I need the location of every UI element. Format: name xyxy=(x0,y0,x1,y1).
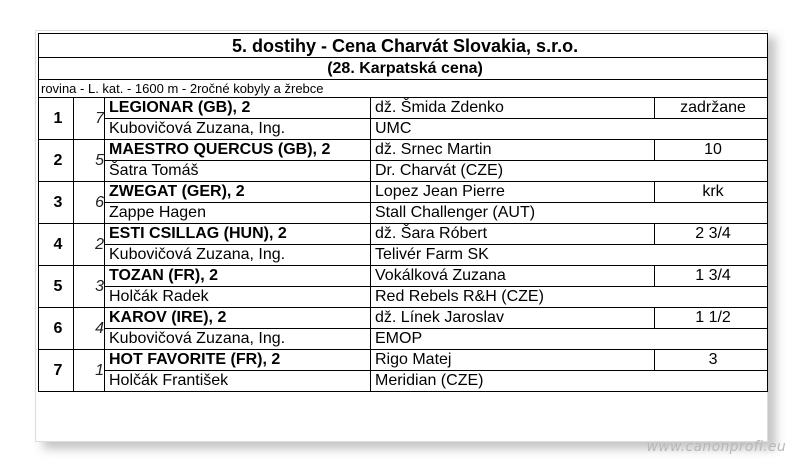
finish-position: 5 xyxy=(39,266,74,308)
trainer-name: Holčák František xyxy=(105,371,371,392)
horse-number: 4 xyxy=(74,308,105,350)
result-row xyxy=(39,266,768,287)
horse-name: ESTI CSILLAG (HUN), 2 xyxy=(105,224,371,245)
owner-name: Stall Challenger (AUT) xyxy=(371,203,768,224)
jockey-name: dž. Srnec Martin xyxy=(371,140,655,161)
trainer-name: Kubovičová Zuzana, Ing. xyxy=(105,245,371,266)
jockey-name: dž. Línek Jaroslav xyxy=(371,308,655,329)
horse-name: HOT FAVORITE (FR), 2 xyxy=(105,350,371,371)
trainer-name: Kubovičová Zuzana, Ing. xyxy=(105,119,371,140)
trainer-name: Holčák Radek xyxy=(105,287,371,308)
horse-number: 1 xyxy=(74,350,105,392)
horse-number: 3 xyxy=(74,266,105,308)
result-row-detail xyxy=(39,245,768,266)
result-row-detail xyxy=(39,119,768,140)
owner-name: UMC xyxy=(371,119,768,140)
horse-name: ZWEGAT (GER), 2 xyxy=(105,182,371,203)
finish-position: 6 xyxy=(39,308,74,350)
owner-name: EMOP xyxy=(371,329,768,350)
result-row xyxy=(39,350,768,371)
trainer-name: Kubovičová Zuzana, Ing. xyxy=(105,329,371,350)
owner-name: Meridian (CZE) xyxy=(371,371,768,392)
owner-name: Telivér Farm SK xyxy=(371,245,768,266)
distance: zadržane xyxy=(655,98,768,119)
distance: krk xyxy=(655,182,768,203)
horse-name: TOZAN (FR), 2 xyxy=(105,266,371,287)
horse-number: 6 xyxy=(74,182,105,224)
result-row-detail xyxy=(39,329,768,350)
owner-name: Red Rebels R&H (CZE) xyxy=(371,287,768,308)
finish-position: 7 xyxy=(39,350,74,392)
result-row xyxy=(39,308,768,329)
jockey-name: dž. Šara Róbert xyxy=(371,224,655,245)
result-row-detail xyxy=(39,371,768,392)
result-row-detail xyxy=(39,287,768,308)
distance: 3 xyxy=(655,350,768,371)
jockey-name: Rigo Matej xyxy=(371,350,655,371)
jockey-name: Vokálková Zuzana xyxy=(371,266,655,287)
finish-position: 4 xyxy=(39,224,74,266)
result-row xyxy=(39,98,768,119)
horse-name: MAESTRO QUERCUS (GB), 2 xyxy=(105,140,371,161)
result-row xyxy=(39,140,768,161)
distance: 1 1/2 xyxy=(655,308,768,329)
race-subtitle: (28. Karpatská cena) xyxy=(39,58,768,80)
distance: 1 3/4 xyxy=(655,266,768,287)
result-row-detail xyxy=(39,203,768,224)
horse-number: 7 xyxy=(74,98,105,140)
finish-position: 1 xyxy=(39,98,74,140)
finish-position: 2 xyxy=(39,140,74,182)
results-table xyxy=(38,33,768,392)
trainer-name: Zappe Hagen xyxy=(105,203,371,224)
race-title: 5. dostihy - Cena Charvát Slovakia, s.r.o. xyxy=(39,34,768,58)
jockey-name: Lopez Jean Pierre xyxy=(371,182,655,203)
distance: 10 xyxy=(655,140,768,161)
horse-number: 5 xyxy=(74,140,105,182)
horse-number: 2 xyxy=(74,224,105,266)
result-row xyxy=(39,182,768,203)
result-row-detail xyxy=(39,161,768,182)
results-card xyxy=(35,30,768,442)
jockey-name: dž. Šmida Zdenko xyxy=(371,98,655,119)
owner-name: Dr. Charvát (CZE) xyxy=(371,161,768,182)
result-row xyxy=(39,224,768,245)
horse-name: KAROV (IRE), 2 xyxy=(105,308,371,329)
trainer-name: Šatra Tomáš xyxy=(105,161,371,182)
finish-position: 3 xyxy=(39,182,74,224)
race-conditions: rovina - L. kat. - 1600 m - 2ročné kobyly a žrebce xyxy=(39,80,768,98)
distance: 2 3/4 xyxy=(655,224,768,245)
watermark: www.canonprofi.eu xyxy=(646,439,786,455)
horse-name: LEGIONAR (GB), 2 xyxy=(105,98,371,119)
